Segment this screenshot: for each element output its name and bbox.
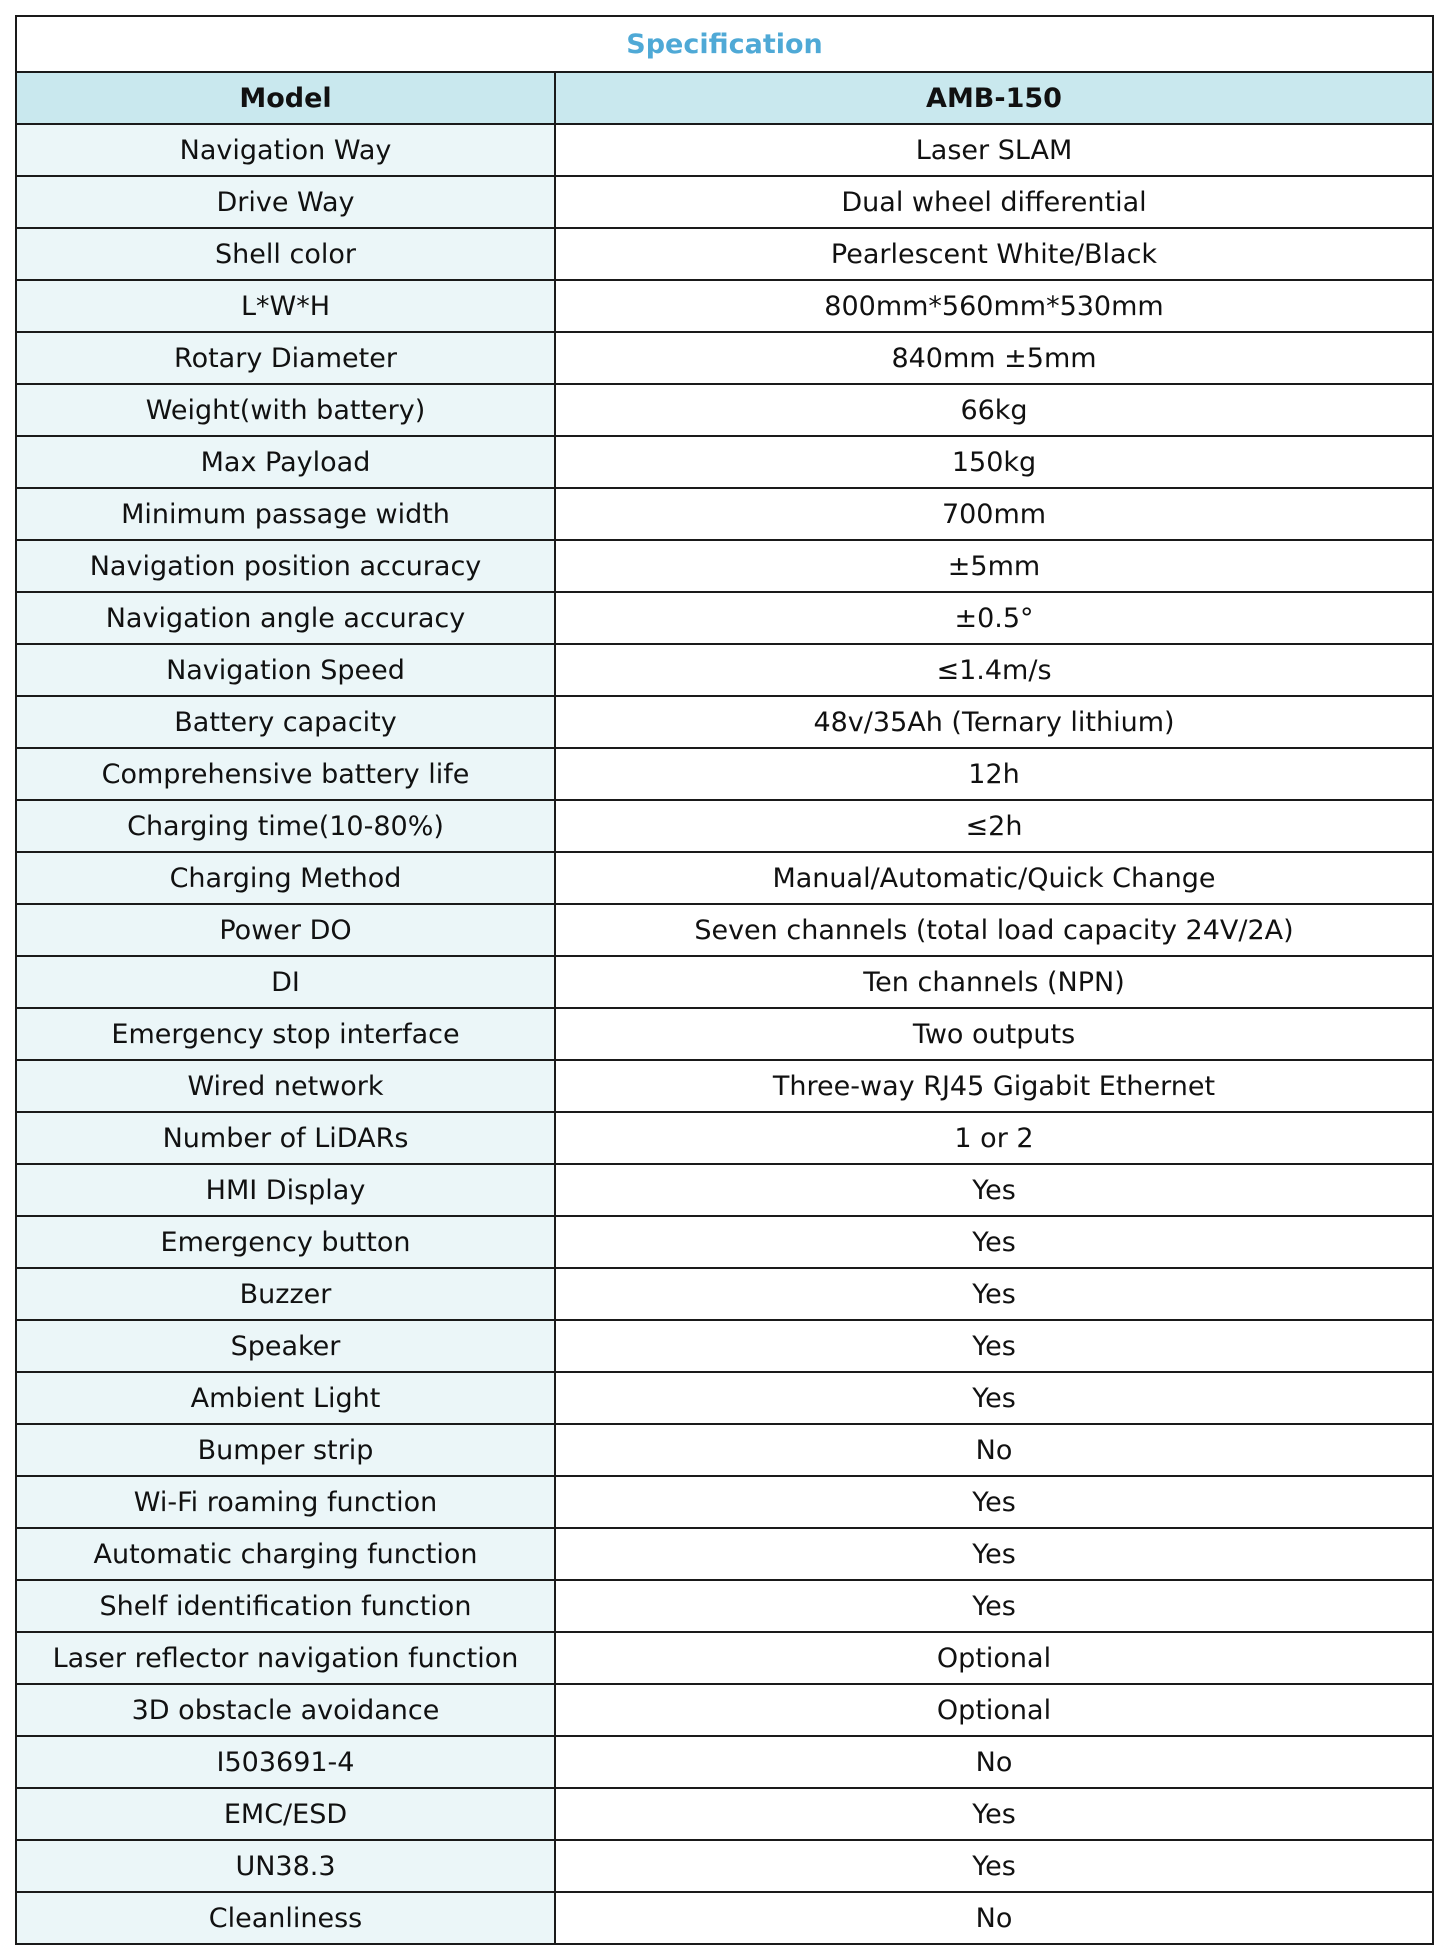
spec-label-cell: Max Payload [16, 436, 555, 488]
spec-label-cell: Navigation Way [16, 124, 555, 176]
table-row [16, 1424, 1433, 1476]
specification-table-body [16, 16, 1433, 1944]
spec-label-cell: Number of LiDARs [16, 1112, 555, 1164]
spec-label-cell: Ambient Light [16, 1372, 555, 1424]
table-row [16, 1268, 1433, 1320]
spec-value-cell: Yes [555, 1580, 1433, 1632]
table-row [16, 748, 1433, 800]
table-row [16, 1476, 1433, 1528]
table-row [16, 280, 1433, 332]
spec-label-cell: Laser reflector navigation function [16, 1632, 555, 1684]
spec-label-cell: Buzzer [16, 1268, 555, 1320]
spec-value-cell: 12h [555, 748, 1433, 800]
table-row [16, 228, 1433, 280]
spec-label-cell: 3D obstacle avoidance [16, 1684, 555, 1736]
spec-value-cell: Ten channels (NPN) [555, 956, 1433, 1008]
spec-label-cell: Bumper strip [16, 1424, 555, 1476]
spec-value-cell: 840mm ±5mm [555, 332, 1433, 384]
spec-value-cell: No [555, 1892, 1433, 1944]
spec-label-cell: Navigation position accuracy [16, 540, 555, 592]
spec-value-cell: Yes [555, 1320, 1433, 1372]
header-label-cell: Model [16, 72, 555, 124]
spec-label-cell: Shell color [16, 228, 555, 280]
spec-value-cell: Manual/Automatic/Quick Change [555, 852, 1433, 904]
spec-value-cell: 150kg [555, 436, 1433, 488]
spec-label-cell: Emergency button [16, 1216, 555, 1268]
spec-label-cell: Weight(with battery) [16, 384, 555, 436]
specification-table [15, 15, 1434, 1945]
spec-value-cell: Yes [555, 1372, 1433, 1424]
spec-value-cell: Yes [555, 1788, 1433, 1840]
header-row [16, 72, 1433, 124]
spec-label-cell: Drive Way [16, 176, 555, 228]
table-row [16, 1008, 1433, 1060]
spec-label-cell: Shelf identification function [16, 1580, 555, 1632]
table-row [16, 384, 1433, 436]
spec-label-cell: UN38.3 [16, 1840, 555, 1892]
spec-value-cell: Yes [555, 1476, 1433, 1528]
spec-label-cell: Emergency stop interface [16, 1008, 555, 1060]
spec-value-cell: Two outputs [555, 1008, 1433, 1060]
title-row [16, 16, 1433, 72]
spec-value-cell: ≤1.4m/s [555, 644, 1433, 696]
spec-value-cell: 800mm*560mm*530mm [555, 280, 1433, 332]
table-title: Specification [16, 16, 1433, 72]
spec-value-cell: Dual wheel differential [555, 176, 1433, 228]
spec-value-cell: Seven channels (total load capacity 24V/2A) [555, 904, 1433, 956]
spec-label-cell: DI [16, 956, 555, 1008]
table-row [16, 1632, 1433, 1684]
spec-value-cell: Yes [555, 1268, 1433, 1320]
table-row [16, 800, 1433, 852]
spec-value-cell: 1 or 2 [555, 1112, 1433, 1164]
table-row [16, 644, 1433, 696]
spec-value-cell: Yes [555, 1840, 1433, 1892]
header-value-cell: AMB-150 [555, 72, 1433, 124]
spec-value-cell: Optional [555, 1632, 1433, 1684]
table-row [16, 904, 1433, 956]
table-row [16, 1372, 1433, 1424]
table-row [16, 1580, 1433, 1632]
table-row [16, 852, 1433, 904]
table-row [16, 1788, 1433, 1840]
spec-value-cell: Pearlescent White/Black [555, 228, 1433, 280]
table-row [16, 1684, 1433, 1736]
spec-label-cell: HMI Display [16, 1164, 555, 1216]
spec-label-cell: L*W*H [16, 280, 555, 332]
spec-value-cell: No [555, 1424, 1433, 1476]
table-row [16, 1736, 1433, 1788]
spec-value-cell: ±5mm [555, 540, 1433, 592]
spec-value-cell: Yes [555, 1216, 1433, 1268]
table-row [16, 592, 1433, 644]
spec-label-cell: Automatic charging function [16, 1528, 555, 1580]
spec-value-cell: ±0.5° [555, 592, 1433, 644]
table-row [16, 332, 1433, 384]
table-row [16, 1112, 1433, 1164]
table-row [16, 1060, 1433, 1112]
spec-label-cell: Minimum passage width [16, 488, 555, 540]
spec-label-cell: I503691-4 [16, 1736, 555, 1788]
table-row [16, 1892, 1433, 1944]
spec-value-cell: Laser SLAM [555, 124, 1433, 176]
spec-label-cell: Cleanliness [16, 1892, 555, 1944]
table-row [16, 696, 1433, 748]
spec-label-cell: Charging time(10-80%) [16, 800, 555, 852]
spec-label-cell: Charging Method [16, 852, 555, 904]
spec-value-cell: 48v/35Ah (Ternary lithium) [555, 696, 1433, 748]
spec-value-cell: Optional [555, 1684, 1433, 1736]
spec-label-cell: Battery capacity [16, 696, 555, 748]
spec-label-cell: Navigation angle accuracy [16, 592, 555, 644]
table-row [16, 540, 1433, 592]
spec-value-cell: 66kg [555, 384, 1433, 436]
table-row [16, 1320, 1433, 1372]
spec-label-cell: Wi-Fi roaming function [16, 1476, 555, 1528]
table-row [16, 124, 1433, 176]
spec-value-cell: No [555, 1736, 1433, 1788]
spec-label-cell: EMC/ESD [16, 1788, 555, 1840]
spec-label-cell: Power DO [16, 904, 555, 956]
spec-value-cell: ≤2h [555, 800, 1433, 852]
spec-value-cell: Yes [555, 1164, 1433, 1216]
table-row [16, 436, 1433, 488]
spec-label-cell: Navigation Speed [16, 644, 555, 696]
spec-label-cell: Wired network [16, 1060, 555, 1112]
table-row [16, 1840, 1433, 1892]
spec-label-cell: Speaker [16, 1320, 555, 1372]
table-row [16, 1528, 1433, 1580]
table-row [16, 488, 1433, 540]
spec-value-cell: Three-way RJ45 Gigabit Ethernet [555, 1060, 1433, 1112]
table-row [16, 956, 1433, 1008]
spec-value-cell: Yes [555, 1528, 1433, 1580]
spec-label-cell: Comprehensive battery life [16, 748, 555, 800]
table-row [16, 176, 1433, 228]
spec-label-cell: Rotary Diameter [16, 332, 555, 384]
spec-value-cell: 700mm [555, 488, 1433, 540]
table-row [16, 1164, 1433, 1216]
table-row [16, 1216, 1433, 1268]
